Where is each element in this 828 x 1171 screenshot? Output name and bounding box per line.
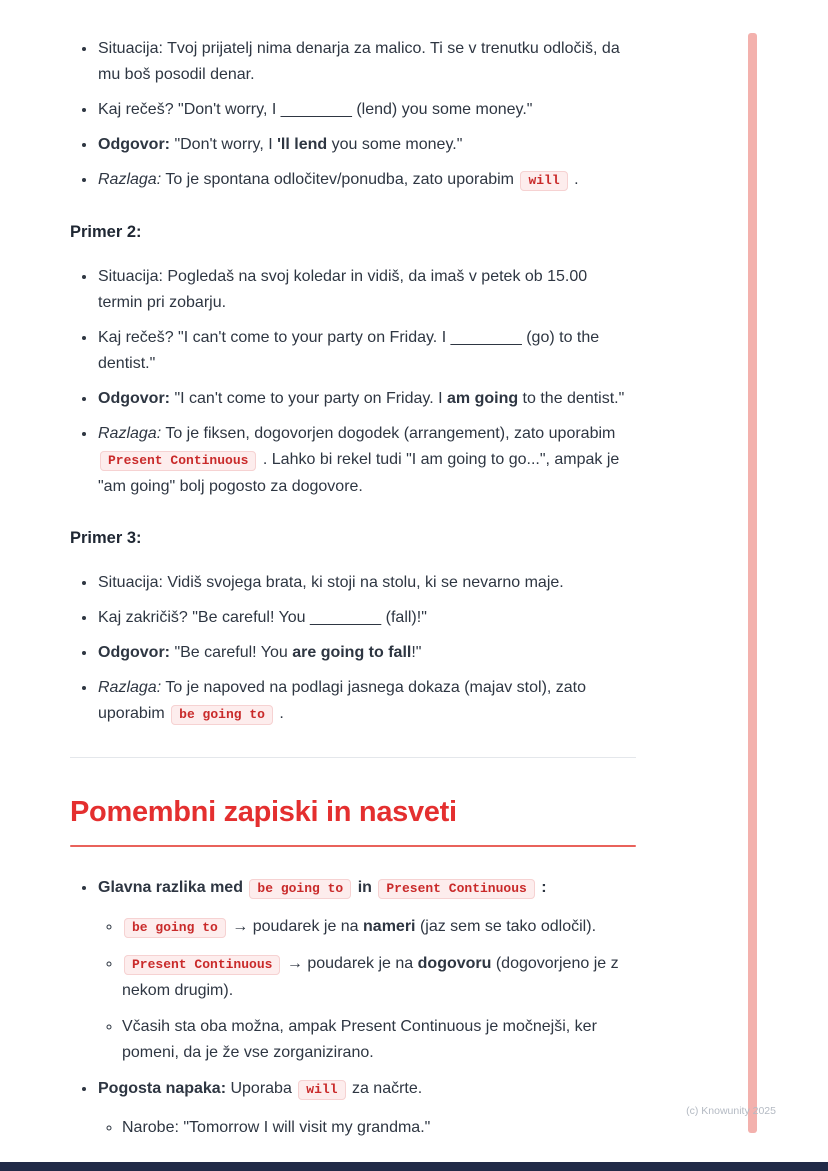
list-item-text — [98, 1080, 422, 1097]
text-segment: Razlaga: — [98, 679, 162, 696]
notes-list — [70, 875, 636, 1141]
inline-code-badge: Present Continuous — [378, 879, 534, 899]
text-segment: → poudarek je na — [282, 955, 418, 972]
list-item-text — [98, 171, 579, 188]
text-segment: Situacija: Tvoj prijatelj nima denarja za malico. Ti se v trenutku odločiš, da mu boš posodil denar. — [98, 40, 620, 83]
text-segment: To je napoved na podlagi jasnega dokaza (majav stol), zato uporabim — [98, 679, 587, 722]
list-item — [97, 640, 636, 666]
inline-code-badge: Present Continuous — [100, 451, 256, 471]
text-segment: Narobe: "Tomorrow I will visit my grandma." — [122, 1119, 431, 1136]
primer3-list — [70, 570, 636, 728]
list-item-text — [98, 609, 427, 626]
text-segment: (jaz sem se tako odločil). — [415, 918, 597, 935]
list-item-text — [122, 918, 596, 935]
notes-heading-underline — [70, 845, 636, 847]
notes-sublist-a — [98, 914, 636, 1066]
text-segment: !" — [411, 644, 422, 661]
text-segment: Glavna razlika med — [98, 879, 243, 896]
text-segment: Uporaba — [226, 1080, 297, 1097]
text-segment: Kaj rečeš? "Don't worry, I ________ (lend) you some money." — [98, 101, 533, 118]
section-divider — [70, 757, 636, 758]
notes-sublist-b — [98, 1115, 636, 1141]
list-item — [97, 605, 636, 631]
list-item-text — [98, 329, 599, 372]
list-item — [97, 675, 636, 728]
text-segment: "I can't come to your party on Friday. I — [170, 390, 447, 407]
footer-credit: (c) Knowunity 2025 — [686, 1105, 776, 1117]
primer1-list — [70, 36, 636, 194]
list-item-text — [98, 101, 532, 118]
text-segment: . — [274, 705, 284, 722]
text-segment: Kaj rečeš? "I can't come to your party on Friday. I ________ (go) to the dentist." — [98, 329, 600, 372]
text-segment: Pogosta napaka: — [98, 1080, 227, 1097]
list-item — [97, 570, 636, 596]
list-item-text — [122, 1018, 597, 1061]
primer2-heading: Primer 2: — [70, 223, 142, 241]
list-item-text — [98, 644, 421, 661]
text-segment — [372, 879, 376, 896]
list-item-text — [98, 390, 624, 407]
list-item-text — [122, 1119, 430, 1136]
text-segment: "Be careful! You — [170, 644, 293, 661]
list-item-text — [98, 268, 587, 311]
text-segment: are going to fall — [292, 644, 412, 661]
list-item-text — [98, 425, 619, 495]
list-item-text — [98, 879, 547, 896]
sub-list-item — [122, 1115, 636, 1141]
text-segment: . — [569, 171, 579, 188]
notes-section-heading: Pomembni zapiski in nasveti — [70, 796, 457, 828]
text-segment: : — [541, 879, 547, 896]
inline-code-badge: be going to — [171, 705, 273, 725]
list-item-text — [122, 955, 619, 999]
text-segment: am going — [447, 390, 519, 407]
text-segment: "Don't worry, I — [170, 136, 278, 153]
sub-list-item — [122, 951, 636, 1004]
text-segment: Odgovor: — [98, 390, 170, 407]
text-segment: nameri — [363, 918, 416, 935]
text-segment: Odgovor: — [98, 644, 170, 661]
list-item-text — [98, 136, 462, 153]
inline-code-badge: be going to — [124, 918, 226, 938]
text-segment: 'll lend — [277, 136, 328, 153]
bottom-bar — [0, 1162, 828, 1171]
text-segment: you some money." — [327, 136, 463, 153]
text-segment: Kaj zakričiš? "Be careful! You ________ (fall)!" — [98, 609, 427, 626]
list-item — [97, 97, 636, 123]
list-item-text — [98, 679, 586, 722]
text-segment: in — [357, 879, 372, 896]
list-item — [97, 325, 636, 377]
text-segment: Situacija: Vidiš svojega brata, ki stoji na stolu, ki se nevarno maje. — [98, 574, 564, 591]
list-item — [97, 386, 636, 412]
text-segment: (dogovorjeno je z nekom drugim). — [122, 955, 619, 999]
inline-code-badge: will — [298, 1080, 345, 1100]
text-segment: to the dentist." — [518, 390, 625, 407]
text-segment: Odgovor: — [98, 136, 170, 153]
right-accent-bar — [748, 33, 757, 1133]
list-item — [97, 264, 636, 316]
inline-code-badge: be going to — [249, 879, 351, 899]
text-segment: → poudarek je na — [227, 918, 364, 935]
list-item-text — [98, 574, 564, 591]
list-item — [97, 132, 636, 158]
inline-code-badge: Present Continuous — [124, 955, 280, 975]
list-item — [97, 167, 636, 194]
text-segment: dogovoru — [417, 955, 492, 972]
sub-list-item — [122, 914, 636, 941]
primer2-list — [70, 264, 636, 500]
text-segment: Situacija: Pogledaš na svoj koledar in vidiš, da imaš v petek ob 15.00 termin pri zobarju. — [98, 268, 588, 311]
list-item — [97, 421, 636, 500]
text-segment: . Lahko bi rekel tudi "I am going to go...", ampak je "am going" bolj pogosto za dogovore. — [98, 451, 620, 495]
text-segment: Razlaga: — [98, 425, 162, 442]
list-item — [97, 1076, 636, 1141]
text-segment: To je spontana odločitev/ponudba, zato uporabim — [161, 171, 519, 188]
list-item — [97, 36, 636, 88]
text-segment: Včasih sta oba možna, ampak Present Continuous je močnejši, ker pomeni, da je že vse zorganizirano. — [122, 1018, 597, 1061]
text-segment: To je fiksen, dogovorjen dogodek (arrangement), zato uporabim — [161, 425, 616, 442]
text-segment: Razlaga: — [98, 171, 162, 188]
document-content — [70, 36, 636, 1151]
text-segment: za načrte. — [347, 1080, 423, 1097]
list-item — [97, 875, 636, 1066]
primer3-heading: Primer 3: — [70, 529, 142, 547]
text-segment — [243, 879, 247, 896]
inline-code-badge: will — [520, 171, 567, 191]
list-item-text — [98, 40, 620, 83]
sub-list-item — [122, 1014, 636, 1066]
